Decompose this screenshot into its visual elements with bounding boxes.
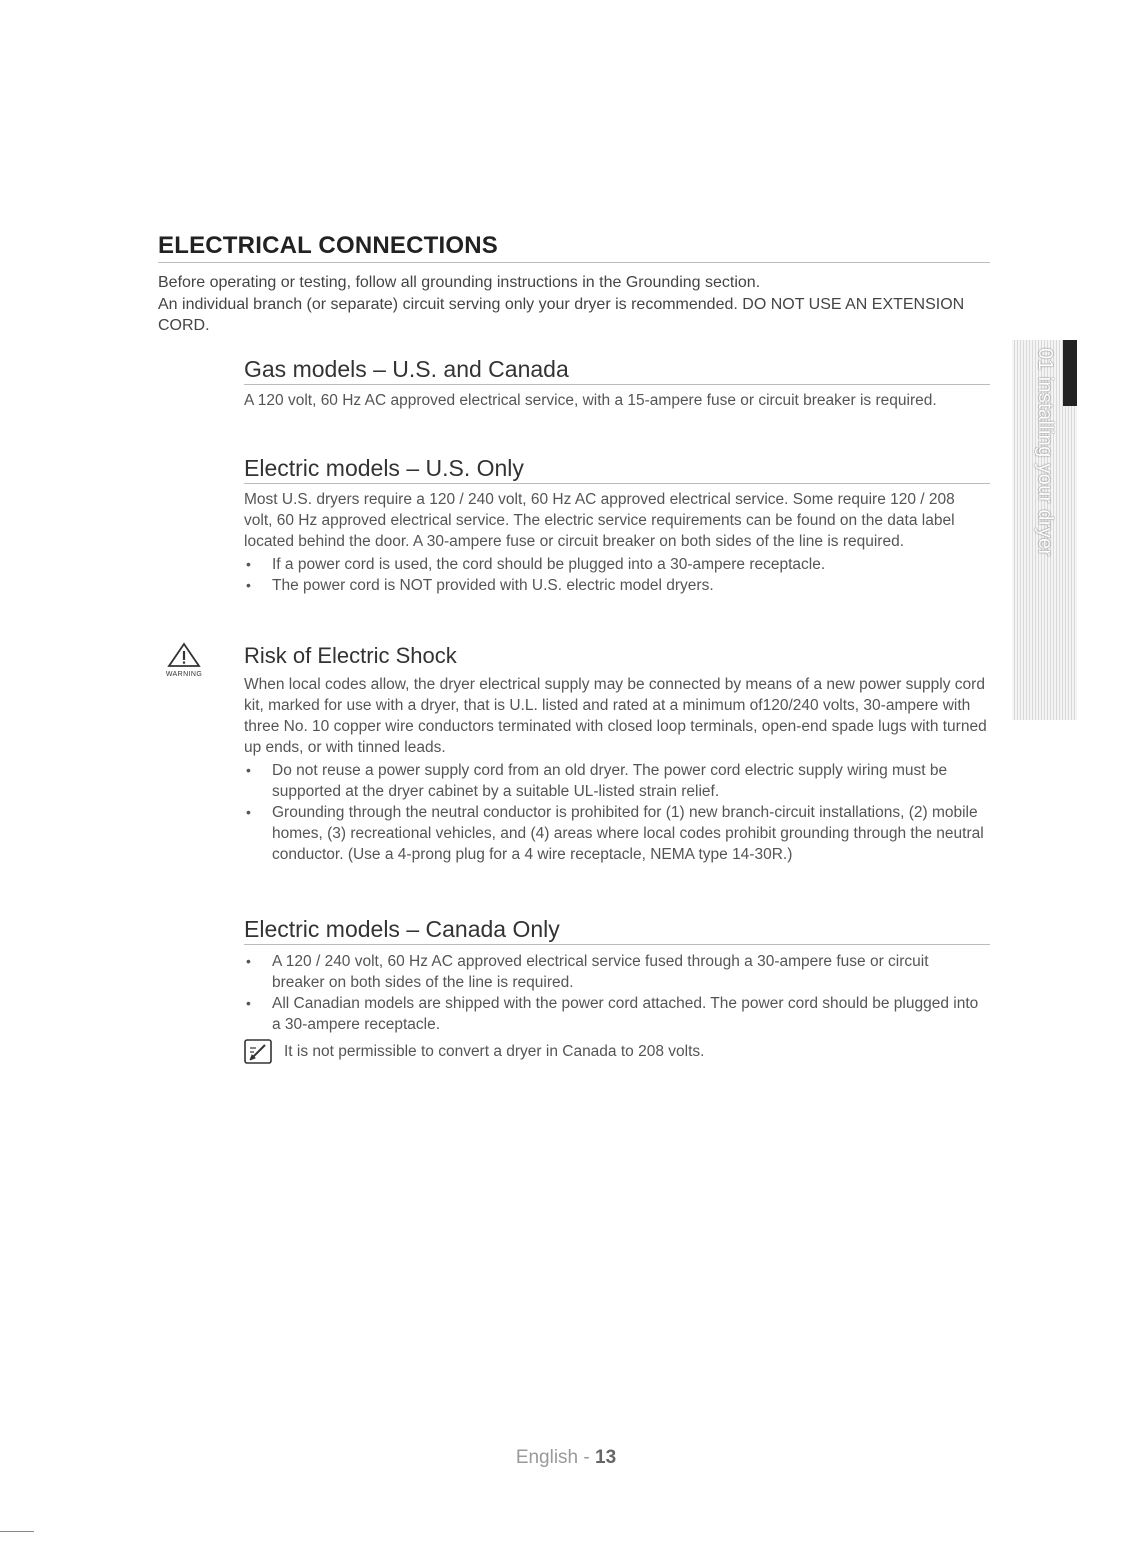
corner-divider: [0, 1531, 34, 1532]
gas-heading: Gas models – U.S. and Canada: [244, 356, 990, 385]
page-title: ELECTRICAL CONNECTIONS: [158, 232, 990, 263]
chapter-tab-label: 01 installing your dryer: [1034, 348, 1056, 557]
section-electric-canada: [244, 916, 990, 1065]
list-item: • The power cord is NOT provided with U.S. electric model dryers.: [244, 575, 990, 596]
electric-us-bullets: [244, 554, 990, 596]
footer-language: English: [515, 1447, 579, 1468]
list-item: • All Canadian models are shipped with the power cord attached. The power cord should be plugged into a 30-ampere receptacle.: [244, 993, 984, 1035]
electric-us-heading: Electric models – U.S. Only: [244, 455, 990, 484]
page-footer: [0, 1447, 1132, 1469]
list-item: • If a power cord is used, the cord should be plugged into a 30-ampere receptacle.: [244, 554, 990, 575]
note-row: [244, 1039, 990, 1065]
note-text: It is not permissible to convert a dryer in Canada to 208 volts.: [284, 1043, 705, 1060]
section-gas-models: [244, 356, 990, 411]
risk-heading: Risk of Electric Shock: [244, 643, 457, 668]
intro-line-1: Before operating or testing, follow all grounding instructions in the Grounding section.: [158, 274, 761, 291]
note-pencil-icon: [244, 1039, 274, 1065]
risk-bullets: [244, 760, 989, 865]
warning-block: [163, 642, 205, 678]
intro-line-2: An individual branch (or separate) circuit serving only your dryer is recommended. DO NOT USE AN EXTENSION CORD.: [158, 296, 965, 334]
warning-label: WARNING: [165, 671, 203, 678]
list-item: • Grounding through the neutral conductor is prohibited for (1) new branch-circuit installations, (2) mobile homes, (3) recreational vehicles, and (4) areas where local codes prohibit grounding through the neutral conductor. (Use a 4-prong plug for a 4 wire receptacle, NEMA type 14-30R.): [244, 802, 989, 865]
list-item: • Do not reuse a power supply cord from an old dryer. The power cord electric supply wiring must be supported at the dryer cabinet by a suitable UL-listed strain relief.: [244, 760, 989, 802]
chapter-tab-marker: [1063, 340, 1077, 406]
footer-separator: -: [578, 1447, 596, 1468]
electric-canada-heading: Electric models – Canada Only: [244, 916, 990, 945]
electric-us-body: Most U.S. dryers require a 120 / 240 volt, 60 Hz AC approved electrical service. Some require 120 / 208 volt, 60 Hz approved electrical service. The electric service requirements can be found on the data label located behind the door. A 30-ampere fuse or circuit breaker on both sides of the line is required.: [244, 491, 955, 550]
warning-triangle-icon: [167, 642, 201, 668]
gas-body: A 120 volt, 60 Hz AC approved electrical service, with a 15-ampere fuse or circuit breaker is required.: [244, 392, 937, 409]
list-item: • A 120 / 240 volt, 60 Hz AC approved electrical service fused through a 30-ampere fuse or circuit breaker on both sides of the line is required.: [244, 951, 984, 993]
chapter-side-tab: [1012, 340, 1077, 720]
intro: [158, 272, 978, 337]
section-electric-us: [244, 455, 990, 596]
electric-canada-bullets: [244, 951, 984, 1035]
risk-body: When local codes allow, the dryer electrical supply may be connected by means of a new power supply cord kit, marked for use with a dryer, that is U.L. listed and rated at a minimum of120/240 volts, 30-ampere with three No. 10 copper wire conductors terminated with closed loop terminals, open-end spade lugs with turned up ends, or with tinned leads.: [244, 676, 987, 756]
page-number: 13: [595, 1447, 617, 1468]
section-risk-electric-shock: [244, 643, 1004, 865]
